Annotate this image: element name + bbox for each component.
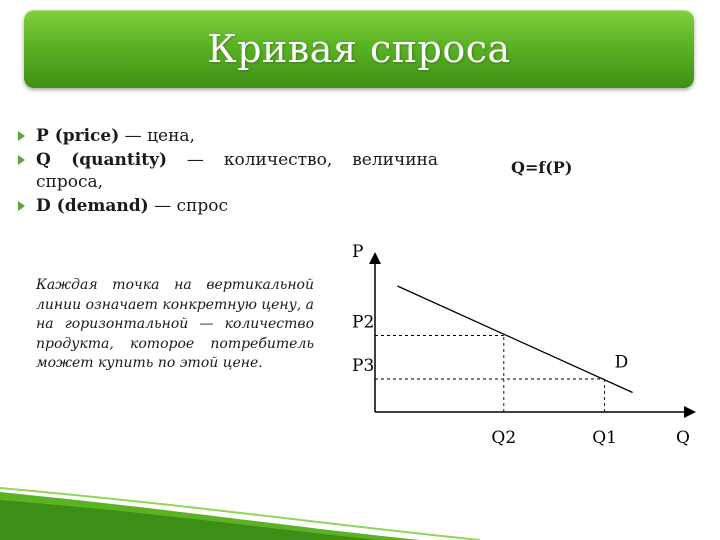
series-label: D (614, 352, 629, 373)
demand-curve (397, 286, 632, 393)
bullet-text: — количество, величина спроса, (36, 150, 438, 192)
bullet-text: — спрос (148, 196, 229, 216)
bullet-term: P (price) (36, 126, 120, 146)
y-axis-label: P (352, 242, 364, 262)
x-tick-label: Q2 (491, 428, 517, 448)
bullet-term: Q (quantity) (36, 150, 167, 170)
x-axis-label: Q (676, 428, 690, 448)
bullet-text: — цена, (119, 126, 195, 146)
x-tick-label: Q1 (592, 428, 617, 448)
bullet-term: D (demand) (36, 196, 149, 216)
description-text: Каждая точка на вертикальной линии означает конкретную цену, а на горизонтальной — количество продукта, которое потребитель может купить по этой цене. (36, 277, 314, 371)
y-tick-label: P3 (352, 356, 375, 376)
demand-formula: Q=f(P) (511, 158, 573, 177)
slide-title: Кривая спроса (207, 27, 511, 71)
y-tick-label: P2 (352, 312, 375, 333)
